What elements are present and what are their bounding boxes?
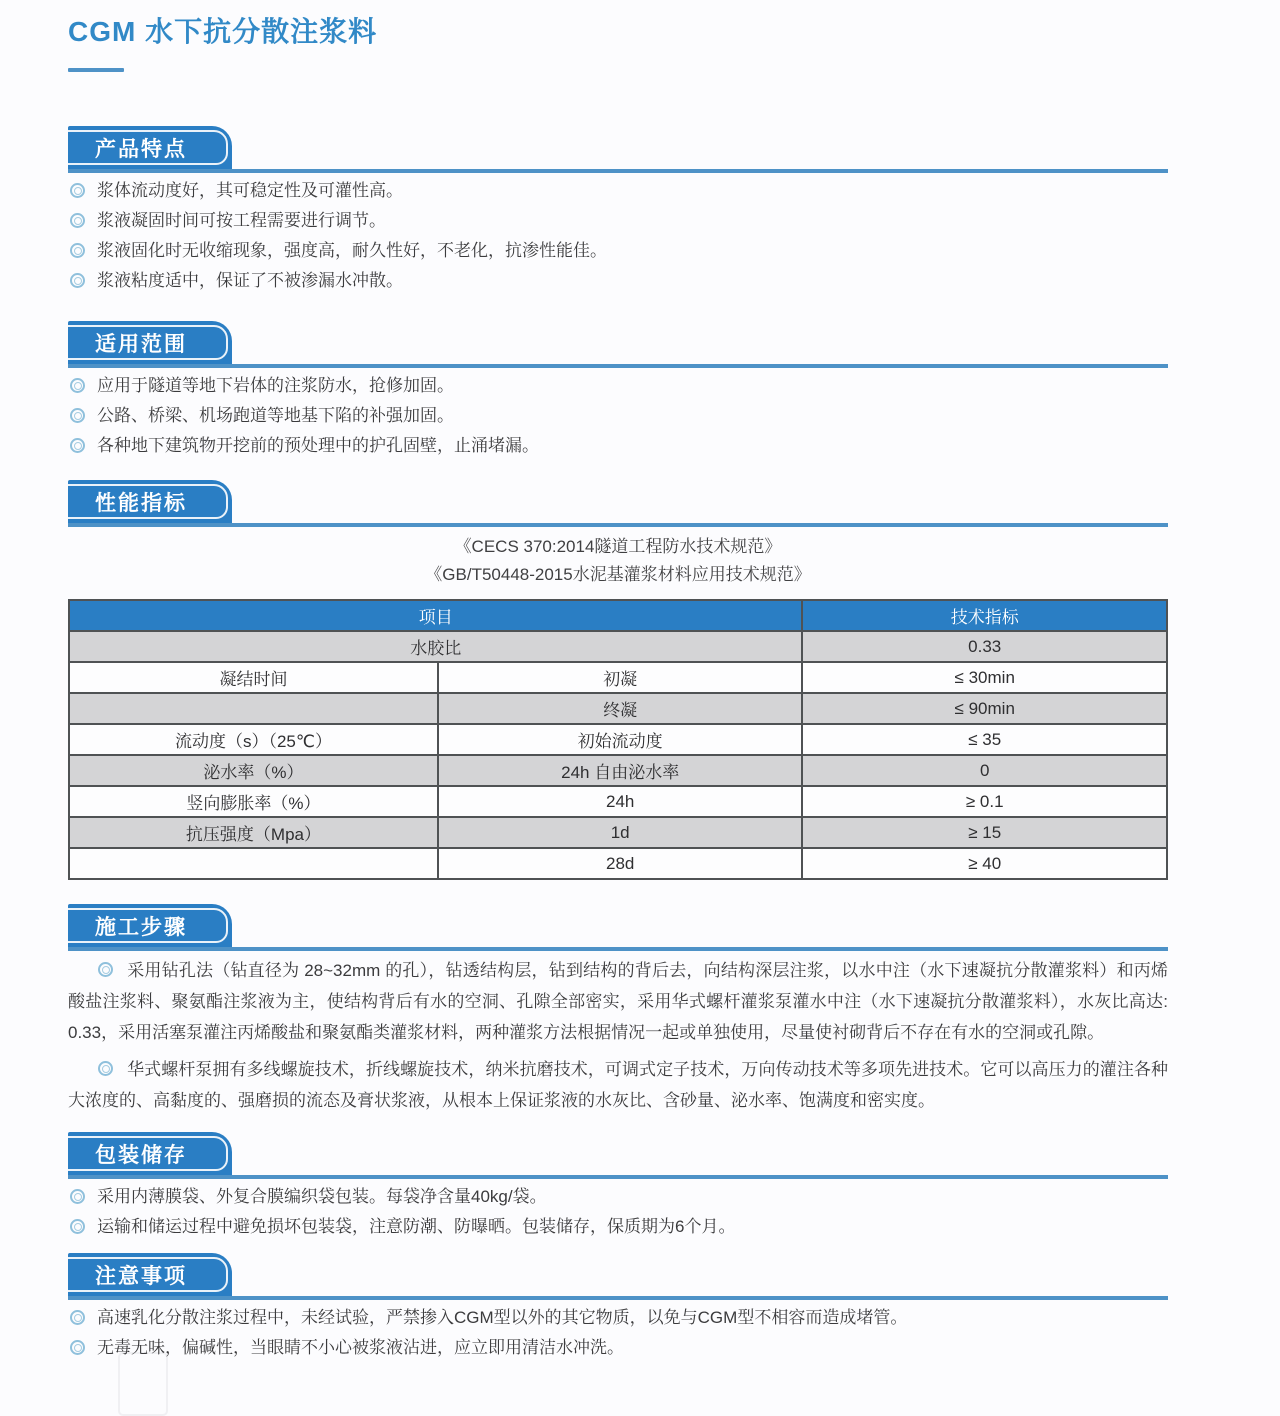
section-tab-features — [68, 126, 232, 169]
section-scope — [68, 321, 1168, 458]
bullet-ring-icon — [98, 962, 113, 977]
paragraph-text: 华式螺杆泵拥有多线螺旋技术，折线螺旋技术，纳米抗磨技术，可调式定子技术，万向传动技术等多项先进技术。它可以高压力的灌注各种大浓度的、高黏度的、强磨损的流态及膏状浆液，从根本上保证浆液的水灰比、含砂量、泌水率、饱满度和密实度。 — [68, 1060, 1168, 1110]
section-header-performance — [68, 480, 1168, 527]
bullet-ring-icon — [70, 273, 85, 288]
section-packaging — [68, 1132, 1168, 1239]
cell-value: ≤ 35 — [802, 724, 1167, 755]
cell-sub: 1d — [438, 817, 803, 848]
section-tab-notes — [68, 1253, 232, 1296]
packaging-list — [68, 1185, 1168, 1239]
section-header-notes — [68, 1253, 1168, 1300]
list-item — [68, 1215, 1168, 1239]
bullet-ring-icon — [70, 1219, 85, 1234]
standard-reference: 《CECS 370:2014隧道工程防水技术规范》 — [454, 537, 782, 556]
list-item — [68, 269, 1168, 293]
bullet-ring-icon — [70, 1310, 85, 1325]
section-header-packaging — [68, 1132, 1168, 1179]
cell-value: 0 — [802, 755, 1167, 786]
bullet-ring-icon — [70, 213, 85, 228]
bullet-ring-icon — [70, 243, 85, 258]
bullet-ring-icon — [70, 183, 85, 198]
cell-item: 水胶比 — [69, 631, 802, 662]
cell-sub: 终凝 — [438, 693, 803, 724]
cell-value: ≥ 40 — [802, 848, 1167, 879]
cell-value: 0.33 — [802, 631, 1167, 662]
bullet-text: 运输和储运过程中避免损坏包装袋，注意防潮、防曝晒。包装储存，保质期为6个月。 — [97, 1217, 736, 1236]
cell-value: ≤ 30min — [802, 662, 1167, 693]
table-row — [69, 693, 1167, 724]
bullet-text: 各种地下建筑物开挖前的预处理中的护孔固壁，止涌堵漏。 — [97, 436, 539, 455]
bullet-ring-icon — [98, 1061, 113, 1076]
list-item — [68, 209, 1168, 233]
list-item — [68, 1336, 1168, 1360]
section-notes — [68, 1253, 1168, 1360]
header-item: 项目 — [69, 600, 802, 631]
section-heading: 施工步骤 — [95, 915, 187, 939]
table-row — [69, 755, 1167, 786]
bullet-text: 高速乳化分散注浆过程中，未经试验，严禁掺入CGM型以外的其它物质，以免与CGM型不相容而造成堵管。 — [97, 1308, 908, 1327]
section-heading: 性能指标 — [95, 491, 187, 515]
bullet-ring-icon — [70, 438, 85, 453]
list-item — [68, 404, 1168, 428]
construction-paragraphs — [68, 955, 1168, 1116]
cell-sub: 28d — [438, 848, 803, 879]
table-row — [69, 786, 1167, 817]
header-value: 技术指标 — [802, 600, 1167, 631]
table-row — [69, 817, 1167, 848]
performance-table — [68, 599, 1168, 880]
scope-list — [68, 374, 1168, 458]
section-heading: 注意事项 — [95, 1264, 187, 1288]
table-header-row — [69, 600, 1167, 631]
section-heading: 包装储存 — [95, 1143, 187, 1167]
bullet-text: 浆体流动度好，其可稳定性及可灌性高。 — [97, 181, 403, 200]
table-row — [69, 848, 1167, 879]
cell-item — [69, 693, 438, 724]
title-underline — [68, 68, 124, 72]
bullet-text: 公路、桥梁、机场跑道等地基下陷的补强加固。 — [97, 406, 454, 425]
section-construction — [68, 904, 1168, 1116]
cell-value: ≤ 90min — [802, 693, 1167, 724]
section-tab-packaging — [68, 1132, 232, 1175]
section-tab-construction — [68, 904, 232, 947]
list-item — [68, 239, 1168, 263]
cell-sub: 初始流动度 — [438, 724, 803, 755]
page-title: CGM 水下抗分散注浆料 — [68, 16, 378, 47]
cell-sub: 初凝 — [438, 662, 803, 693]
bullet-text: 浆液粘度适中，保证了不被渗漏水冲散。 — [97, 271, 403, 290]
list-item — [68, 179, 1168, 203]
cell-item: 竖向膨胀率（%） — [69, 786, 438, 817]
bullet-text: 采用内薄膜袋、外复合膜编织袋包装。每袋净含量40kg/袋。 — [97, 1187, 547, 1206]
bullet-text: 无毒无味，偏碱性，当眼睛不小心被浆液沾进，应立即用清洁水冲洗。 — [97, 1338, 624, 1357]
bullet-ring-icon — [70, 408, 85, 423]
section-heading: 适用范围 — [95, 332, 187, 356]
standards-references — [68, 533, 1168, 589]
bullet-text: 应用于隧道等地下岩体的注浆防水，抢修加固。 — [97, 376, 454, 395]
list-item — [68, 1306, 1168, 1330]
cell-sub: 24h — [438, 786, 803, 817]
table-row — [69, 662, 1167, 693]
section-tab-performance — [68, 480, 232, 523]
standard-reference: 《GB/T50448-2015水泥基灌浆材料应用技术规范》 — [425, 565, 811, 584]
section-header-construction — [68, 904, 1168, 951]
list-item — [68, 1185, 1168, 1209]
section-header-features — [68, 126, 1168, 173]
bullet-ring-icon — [70, 1189, 85, 1204]
notes-list — [68, 1306, 1168, 1360]
cell-item — [69, 848, 438, 879]
cell-item: 流动度（s）（25℃） — [69, 724, 438, 755]
faint-watermark — [118, 1352, 168, 1416]
paragraph-text: 采用钻孔法（钻直径为 28~32mm 的孔），钻透结构层，钻到结构的背后去，向结构深层注浆，以水中注（水下速凝抗分散灌浆料）和丙烯酸盐注浆料、聚氨酯注浆液为主，使结构背后有水的空洞、孔隙全部密实，采用华式螺杆灌浆泵灌水中注（水下速凝抗分散灌浆料），水灰比高达: 0.33，采用活塞泵灌注丙烯酸盐和聚氨酯类灌浆材料，两种灌浆方法根据情况一起或单独使用，尽量使衬砌背后不存在有水的空洞或孔隙。 — [68, 961, 1168, 1042]
section-features — [68, 126, 1168, 293]
bullet-ring-icon — [70, 1340, 85, 1355]
bullet-text: 浆液凝固时间可按工程需要进行调节。 — [97, 211, 386, 230]
features-list — [68, 179, 1168, 293]
cell-item: 泌水率（%） — [69, 755, 438, 786]
cell-item: 凝结时间 — [69, 662, 438, 693]
list-item — [68, 374, 1168, 398]
bullet-ring-icon — [70, 378, 85, 393]
section-tab-scope — [68, 321, 232, 364]
cell-value: ≥ 0.1 — [802, 786, 1167, 817]
paragraph — [68, 1054, 1168, 1116]
list-item — [68, 434, 1168, 458]
table-row — [69, 724, 1167, 755]
cell-item: 抗压强度（Mpa） — [69, 817, 438, 848]
section-performance — [68, 480, 1168, 880]
section-header-scope — [68, 321, 1168, 368]
section-heading: 产品特点 — [95, 137, 187, 161]
bullet-text: 浆液固化时无收缩现象，强度高，耐久性好，不老化，抗渗性能佳。 — [97, 241, 607, 260]
paragraph — [68, 955, 1168, 1048]
cell-value: ≥ 15 — [802, 817, 1167, 848]
table-row — [69, 631, 1167, 662]
cell-sub: 24h 自由泌水率 — [438, 755, 803, 786]
